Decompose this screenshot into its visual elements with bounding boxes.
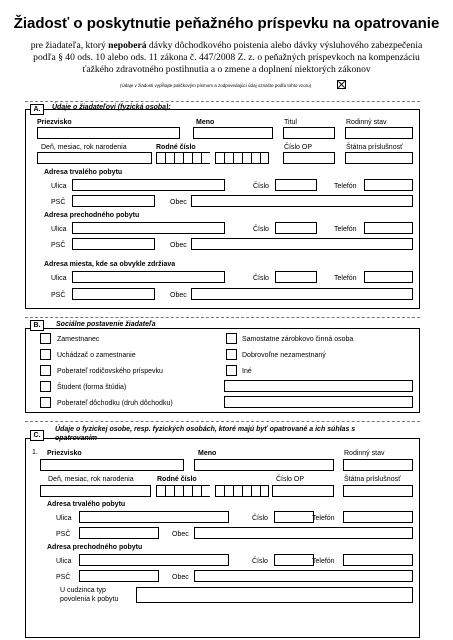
a-marital-label: Rodinný stav (346, 119, 387, 126)
a-rc-label: Rodné číslo (156, 144, 196, 151)
c-citizen-field[interactable] (343, 485, 413, 497)
a-temp-number-field[interactable] (275, 222, 317, 234)
c-temp-phone-label: Telefón (312, 558, 335, 565)
c-foreigner-label-1: U cudzinca typ (60, 587, 106, 594)
section-c-tag: C. (30, 430, 44, 441)
c-perm-psc-field[interactable] (79, 527, 159, 539)
a-temp-street-field[interactable] (72, 222, 225, 234)
a-birth-label: Deň, mesiac, rok narodenia (41, 144, 127, 151)
c-residence-permit-field[interactable] (136, 587, 413, 603)
c-birth-label: Deň, mesiac, rok narodenia (48, 476, 134, 483)
a-perm-psc-label: PSČ (51, 199, 66, 206)
b-selfemployed-label: Samostatne zárobkovo činná osoba (242, 336, 354, 343)
c-perm-street-field[interactable] (79, 511, 229, 523)
a-perm-town-field[interactable] (191, 195, 413, 207)
c-name-field[interactable] (194, 459, 334, 471)
subtitle-bold: nepoberá (108, 40, 147, 51)
a-perm-addr-label: Adresa trvalého pobytu (44, 169, 123, 176)
b-student-checkbox[interactable] (40, 381, 51, 392)
a-stay-phone-field[interactable] (364, 271, 413, 283)
a-surname-label: Priezvisko (37, 119, 72, 126)
section-divider (25, 101, 420, 102)
a-temp-psc-label: PSČ (51, 242, 66, 249)
section-c-title-2: opatrovaním (55, 435, 98, 442)
c-temp-number-label: Číslo (252, 558, 268, 565)
a-stay-phone-label: Telefón (334, 275, 357, 282)
b-pensioner-label: Poberateľ dôchodku (druh dôchodku) (57, 400, 173, 407)
b-jobseeker-label: Uchádzač o zamestnanie (57, 352, 136, 359)
a-stay-addr-label: Adresa miesta, kde sa obvykle zdržiava (44, 261, 176, 268)
section-b-title: Sociálne postavenie žiadateľa (56, 321, 156, 328)
subtitle-post: dávky dôchodkového poistenia alebo dávky výsluhového zabezpečenia (146, 40, 423, 51)
a-stay-street-field[interactable] (72, 271, 225, 283)
b-voluntary-checkbox[interactable] (226, 349, 237, 360)
c-temp-number-field[interactable] (274, 554, 314, 566)
c-temp-psc-label: PSČ (56, 574, 71, 581)
b-parental-label: Poberateľ rodičovského príspevku (57, 368, 163, 375)
a-temp-phone-field[interactable] (364, 222, 413, 234)
b-parental-checkbox[interactable] (40, 365, 51, 376)
fill-instructions: (Údaje v žiadosti vypĺňajte paličkovým písmom a zodpovedajúci údaj označte podľa tohto vzoru) (120, 83, 312, 88)
c-temp-town-field[interactable] (194, 570, 413, 582)
page-title: Žiadosť o poskytnutie peňažného príspevku na opatrovanie (13, 15, 440, 32)
a-temp-number-label: Číslo (253, 226, 269, 233)
c-rc-label: Rodné číslo (157, 476, 197, 483)
c-perm-number-field[interactable] (274, 511, 314, 523)
c-perm-town-label: Obec (172, 531, 189, 538)
subtitle-line-1 (10, 40, 443, 52)
c-temp-addr-label: Adresa prechodného pobytu (47, 544, 143, 551)
a-temp-town-label: Obec (170, 242, 187, 249)
subtitle-line-3: ťažkého zdravotného postihnutia a o zmene a doplnení niektorých zákonov (82, 64, 371, 75)
c-temp-street-label: Ulica (56, 558, 72, 565)
b-pensioner-checkbox[interactable] (40, 397, 51, 408)
b-jobseeker-checkbox[interactable] (40, 349, 51, 360)
a-op-label: Číslo OP (284, 144, 313, 151)
a-perm-number-field[interactable] (275, 179, 317, 191)
a-temp-town-field[interactable] (191, 238, 413, 250)
a-stay-town-label: Obec (170, 292, 187, 299)
section-divider (25, 317, 420, 318)
b-other-checkbox[interactable] (226, 365, 237, 376)
a-temp-addr-label: Adresa prechodného pobytu (44, 212, 140, 219)
a-stay-psc-label: PSČ (51, 292, 66, 299)
a-perm-psc-field[interactable] (72, 195, 155, 207)
a-perm-street-label: Ulica (51, 183, 67, 190)
a-marital-field[interactable] (345, 127, 413, 139)
c-surname-label: Priezvisko (47, 450, 82, 457)
a-perm-town-label: Obec (170, 199, 187, 206)
c-perm-number-label: Číslo (252, 515, 268, 522)
a-surname-field[interactable] (37, 127, 180, 139)
c-op-field[interactable] (272, 485, 334, 497)
a-perm-street-field[interactable] (72, 179, 225, 191)
section-b-tag: B. (30, 320, 44, 331)
b-student-label: Študent (forma štúdia) (57, 384, 127, 391)
a-citizen-field[interactable] (345, 152, 413, 164)
a-stay-number-label: Číslo (253, 275, 269, 282)
c-temp-street-field[interactable] (79, 554, 229, 566)
a-titul-field[interactable] (283, 127, 335, 139)
b-selfemployed-checkbox[interactable] (226, 333, 237, 344)
a-temp-street-label: Ulica (51, 226, 67, 233)
c-op-label: Číslo OP (276, 476, 305, 483)
b-other-label: Iné (242, 368, 252, 375)
b-pension-type-field[interactable] (224, 396, 413, 408)
section-a-title: Údaje o žiadateľovi (fyzická osoba): (52, 104, 171, 111)
b-employee-label: Zamestnanec (57, 336, 100, 343)
a-name-label: Meno (196, 119, 215, 126)
c-rc-cells[interactable] (156, 485, 269, 497)
a-rc-cells[interactable] (156, 152, 269, 164)
a-temp-phone-label: Telefón (334, 226, 357, 233)
a-stay-number-field[interactable] (275, 271, 317, 283)
c-perm-addr-label: Adresa trvalého pobytu (47, 501, 126, 508)
c-marital-field[interactable] (343, 459, 413, 471)
c-perm-street-label: Ulica (56, 515, 72, 522)
c-perm-psc-label: PSČ (56, 531, 71, 538)
section-a-tag: A. (30, 104, 44, 115)
a-stay-street-label: Ulica (51, 275, 67, 282)
a-perm-phone-field[interactable] (364, 179, 413, 191)
a-titul-label: Titul (284, 119, 297, 126)
c-marital-label: Rodinný stav (344, 450, 385, 457)
c-perm-town-field[interactable] (194, 527, 413, 539)
c-perm-phone-field[interactable] (343, 511, 413, 523)
b-employee-checkbox[interactable] (40, 333, 51, 344)
a-stay-town-field[interactable] (191, 288, 413, 300)
c-citizen-label: Štátna príslušnosť (344, 476, 401, 483)
c-surname-field[interactable] (40, 459, 184, 471)
a-perm-number-label: Číslo (253, 183, 269, 190)
a-birth-field[interactable] (37, 152, 152, 164)
a-temp-psc-field[interactable] (72, 238, 155, 250)
subtitle-line-2: podľa § 40 ods. 10 alebo ods. 11 zákona č. 447/2008 Z. z. o peňažných príspevkoch na kompenzáciu (33, 52, 420, 63)
c-name-label: Meno (198, 450, 217, 457)
sample-cross-icon (337, 80, 346, 89)
c-temp-phone-field[interactable] (343, 554, 413, 566)
c-person-number: 1. (32, 449, 38, 456)
a-citizen-label: Štátna príslušnosť (346, 144, 403, 151)
c-birth-field[interactable] (40, 485, 151, 497)
c-temp-psc-field[interactable] (79, 570, 159, 582)
section-c-title-1: Údaje o fyzickej osobe, resp. fyzických osobách, ktoré majú byť opatrované a ich súhlas s (55, 426, 356, 433)
a-stay-psc-field[interactable] (72, 288, 155, 300)
c-temp-town-label: Obec (172, 574, 189, 581)
b-voluntary-label: Dobrovoľne nezamestnaný (242, 352, 326, 359)
c-perm-phone-label: Telefón (312, 515, 335, 522)
a-name-field[interactable] (193, 127, 273, 139)
a-op-field[interactable] (283, 152, 335, 164)
subtitle-pre: pre žiadateľa, ktorý (30, 40, 109, 51)
c-foreigner-label-2: povolenia k pobytu (60, 596, 119, 603)
b-study-form-field[interactable] (224, 380, 413, 392)
a-perm-phone-label: Telefón (334, 183, 357, 190)
section-divider (25, 421, 420, 422)
